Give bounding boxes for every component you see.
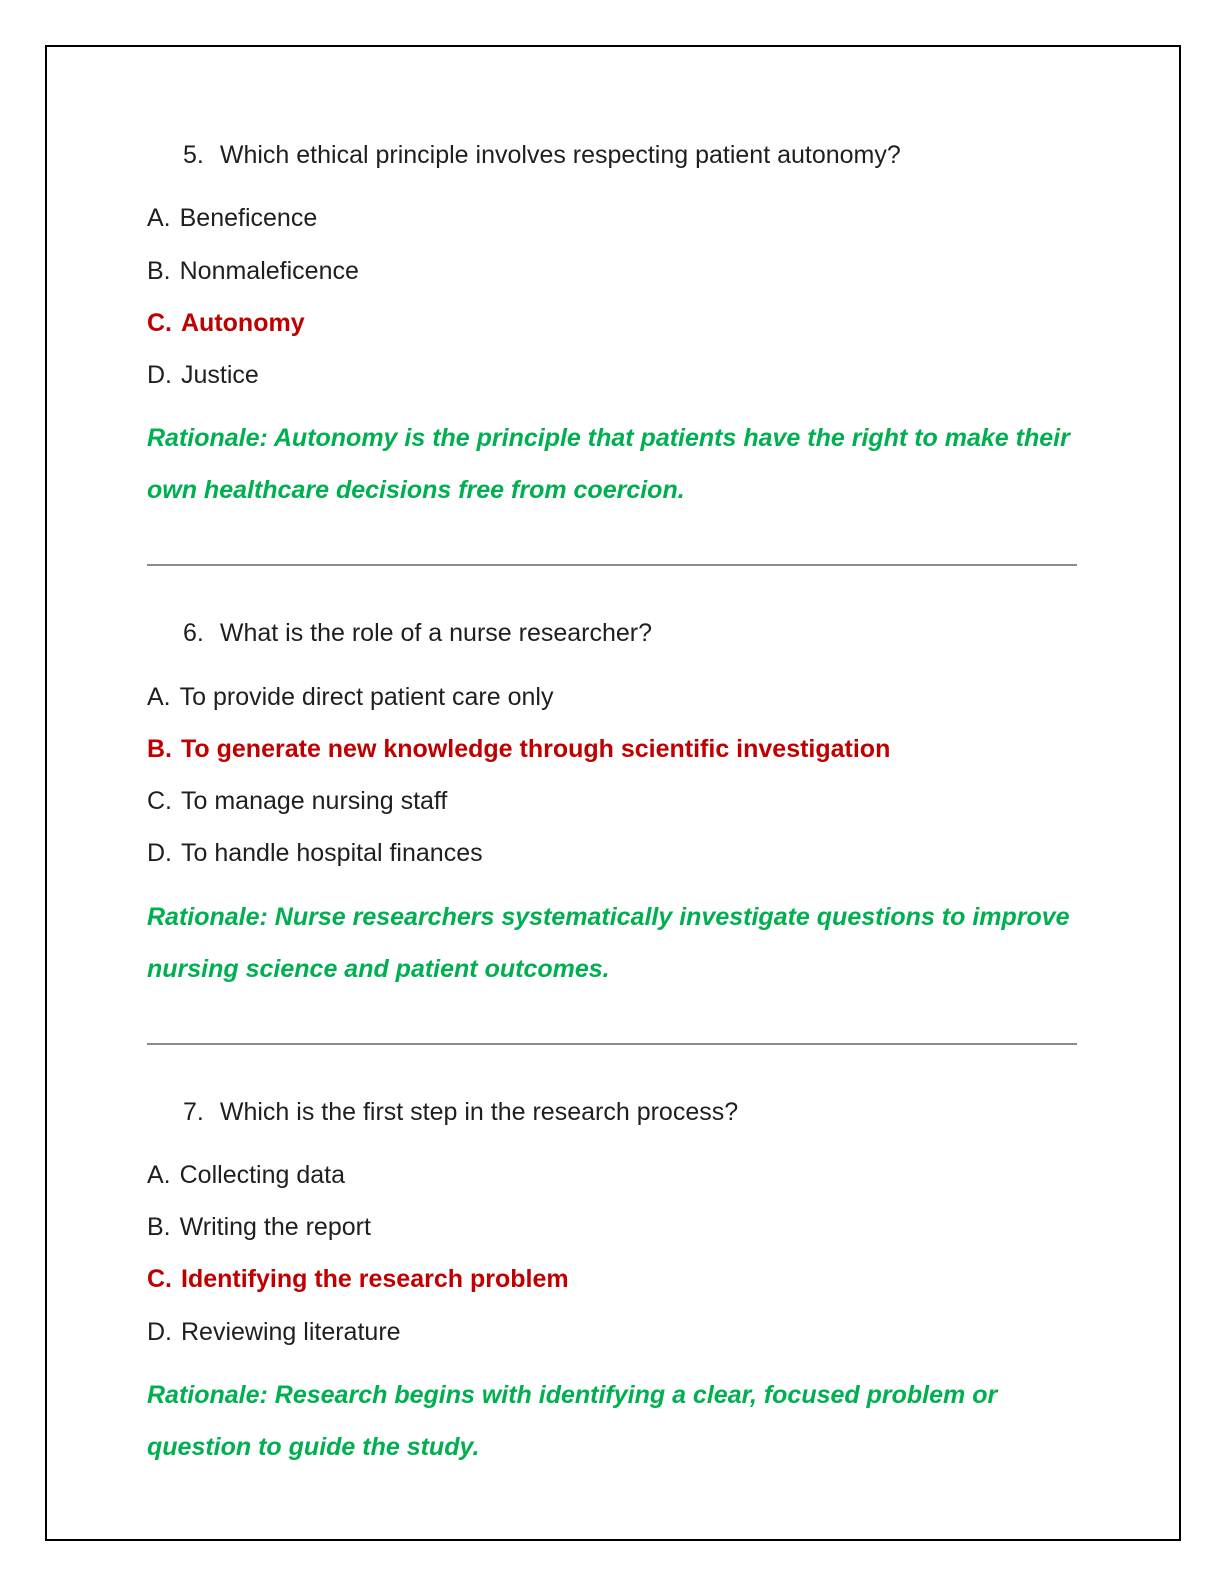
question-text: What is the role of a nurse researcher? [219, 619, 653, 648]
question-text: Which ethical principle involves respecting patient autonomy? [219, 141, 901, 169]
option-line [147, 838, 1077, 869]
option-text: Reviewing literature [181, 1317, 401, 1346]
option-text: To generate new knowledge through scientific investigation [181, 734, 891, 763]
option-text: Beneficence [179, 204, 318, 233]
option-line [147, 786, 1077, 817]
option-text: Identifying the research problem [181, 1265, 569, 1294]
question-line [147, 618, 1077, 649]
option-label: A. [147, 204, 171, 233]
option-label: B. [147, 734, 172, 763]
rationale-text: Rationale: Nurse researchers systematically investigate questions to improve nursing science and patient outcomes. [147, 902, 1070, 983]
question-text: Which is the first step in the research process? [219, 1097, 739, 1126]
option-label: A. [147, 1160, 171, 1189]
option-text: To provide direct patient care only [179, 682, 554, 711]
question-block-5 [147, 140, 1077, 516]
option-line [147, 256, 1077, 287]
option-label: C. [147, 308, 172, 337]
option-label: A. [147, 682, 171, 711]
rationale-text: Rationale: Research begins with identifying a clear, focused problem or question to guide the study. [147, 1380, 998, 1461]
option-text: Autonomy [181, 308, 305, 337]
option-label: C. [147, 787, 172, 815]
option-line [147, 203, 1077, 234]
option-label: D. [147, 361, 172, 389]
option-line [147, 682, 1077, 713]
option-text: Writing the report [179, 1213, 371, 1241]
option-text: To manage nursing staff [181, 787, 448, 815]
option-line-correct [147, 308, 1077, 339]
option-line [147, 360, 1077, 391]
question-block-7 [147, 1097, 1077, 1473]
document-content [47, 47, 1179, 1473]
option-text: To handle hospital finances [181, 839, 483, 868]
option-line-correct [147, 734, 1077, 765]
option-line [147, 1160, 1077, 1191]
option-label: D. [147, 1317, 172, 1346]
option-label: B. [147, 1213, 171, 1241]
rationale-text: Rationale: Autonomy is the principle that patients have the right to make their own healthcare decisions free from coercion. [147, 424, 1070, 505]
option-text: Collecting data [179, 1160, 346, 1189]
question-line [147, 140, 1077, 171]
option-line [147, 1212, 1077, 1243]
option-label: C. [147, 1265, 172, 1294]
option-line-correct [147, 1264, 1077, 1295]
option-label: D. [147, 839, 172, 868]
option-text: Justice [181, 361, 259, 389]
page-border [45, 45, 1181, 1541]
question-block-6 [147, 618, 1077, 994]
question-number: 6. [183, 619, 204, 648]
question-number: 5. [183, 141, 204, 169]
option-line [147, 1317, 1077, 1348]
section-divider [147, 564, 1077, 566]
question-number: 7. [183, 1097, 204, 1126]
question-line [147, 1097, 1077, 1128]
option-text: Nonmaleficence [179, 256, 359, 285]
option-label: B. [147, 256, 171, 285]
section-divider [147, 1043, 1077, 1045]
